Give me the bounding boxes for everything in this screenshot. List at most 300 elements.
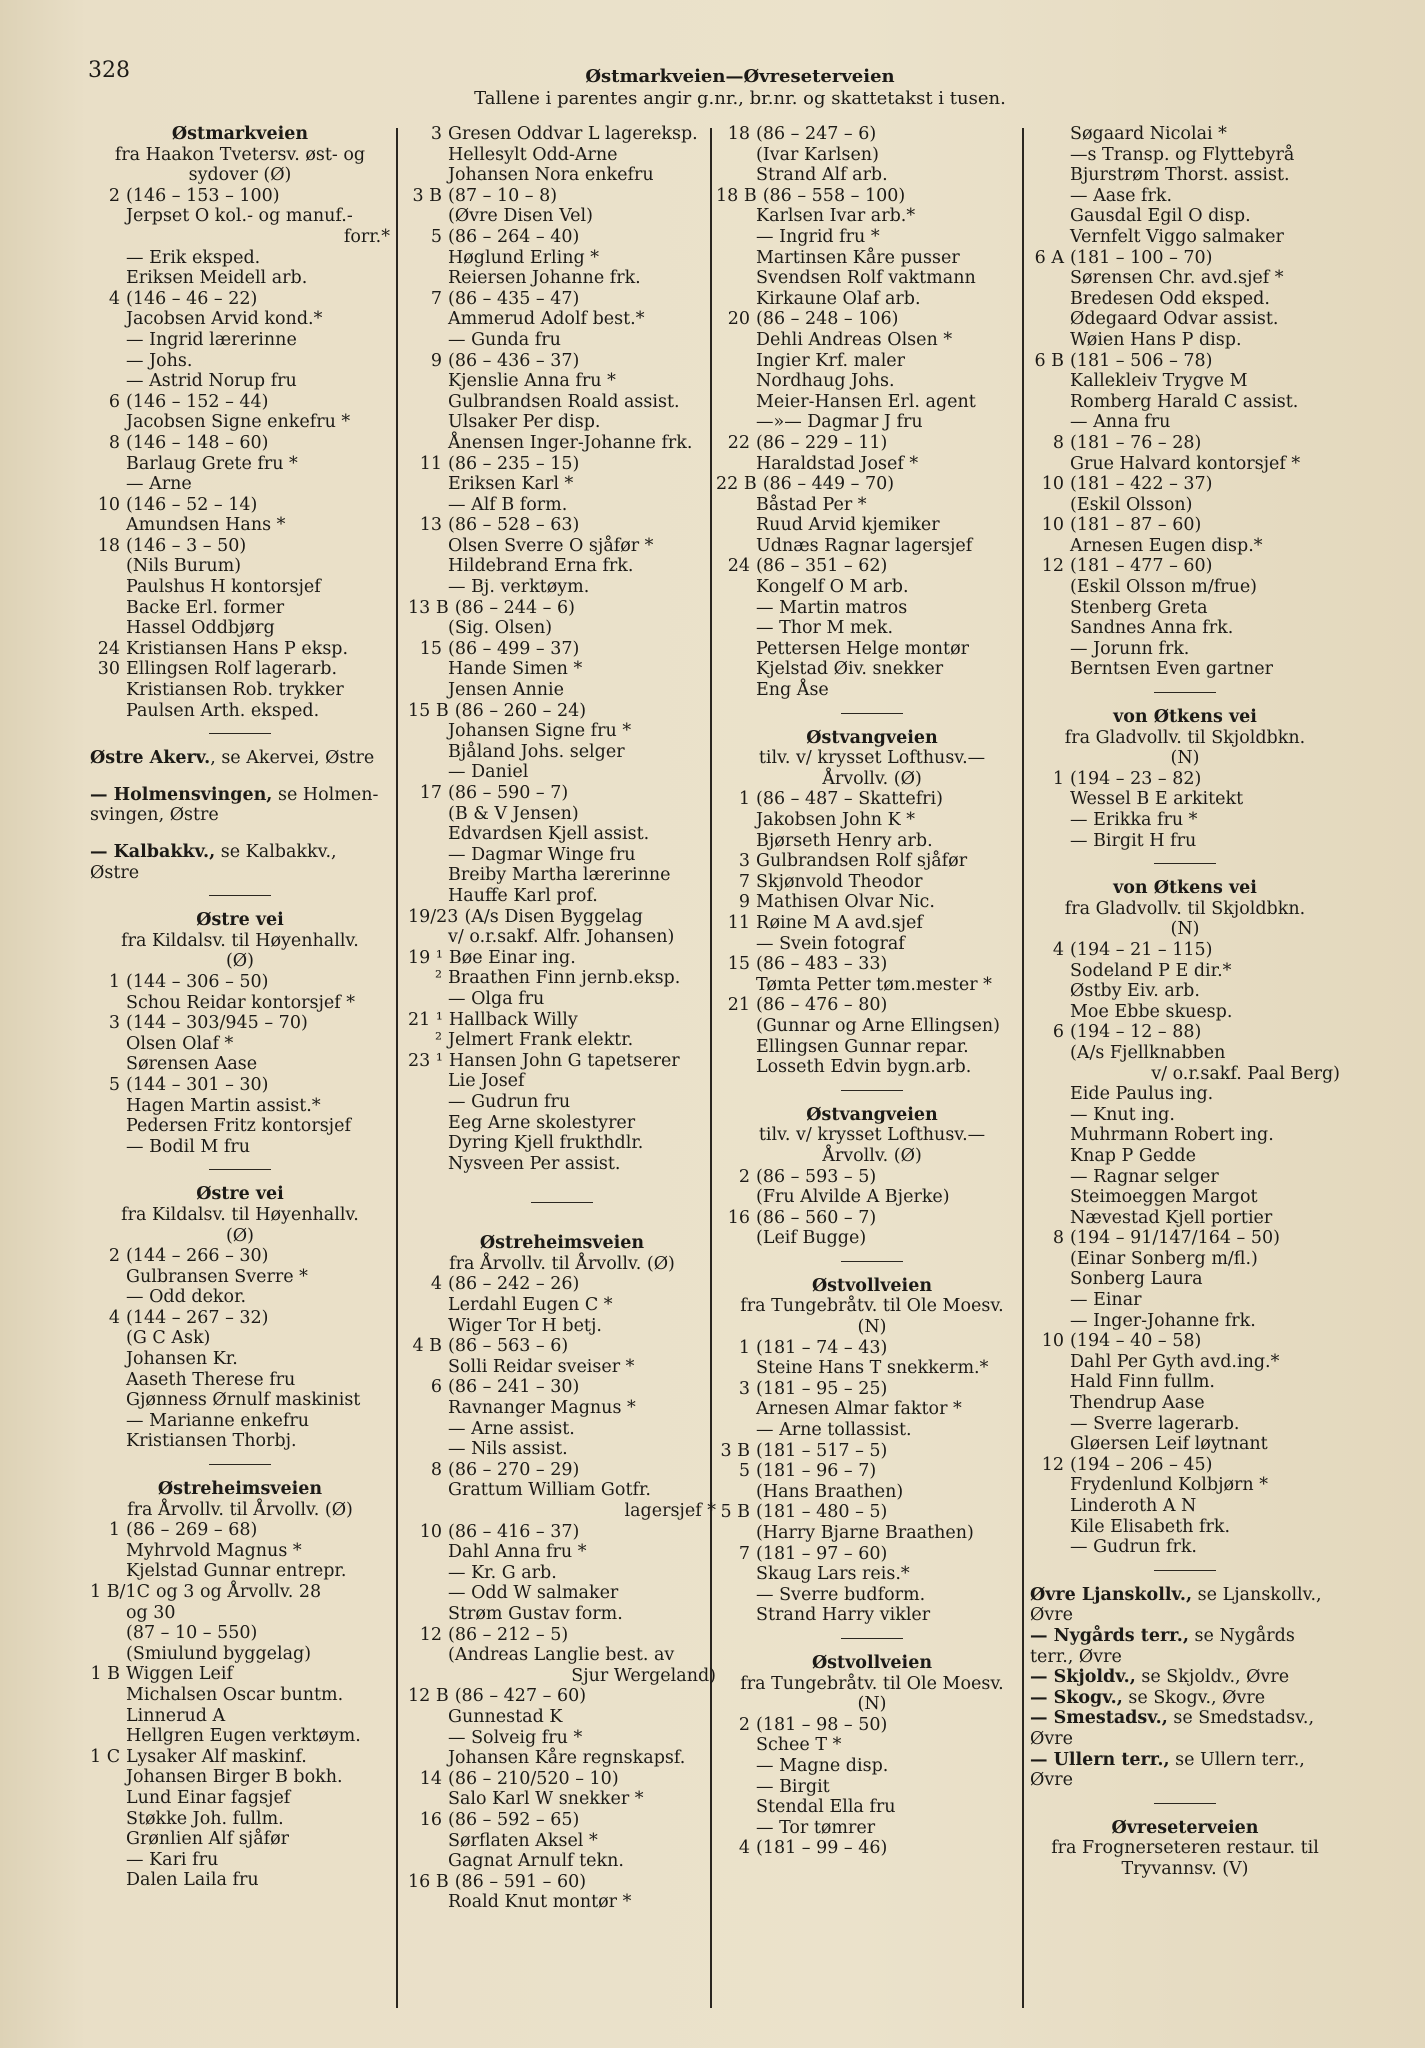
column-4 (1030, 124, 1340, 1880)
street-description: Tryvannsv. (V) (1121, 1858, 1249, 1879)
entry-text: (86 – 229 – 11) (756, 432, 888, 453)
house-number (1030, 577, 1070, 598)
house-number (90, 309, 126, 330)
resident-entry: Udnæs Ragnar lagersjef (756, 535, 973, 556)
house-number (408, 1707, 448, 1728)
resident-entry: Kjelstad Øiv. snekker (756, 659, 944, 680)
resident-entry: Linderoth A N (1070, 1496, 1197, 1516)
resident-entry: Kristiansen Rob. trykker (126, 680, 344, 701)
house-number (716, 371, 756, 392)
house-number: 10 (419, 1521, 442, 1542)
house-number (408, 762, 448, 783)
house-number: 1 C (90, 1746, 121, 1767)
cross-reference-street: — Smestadsv., (1030, 1708, 1168, 1729)
section-divider (841, 1090, 903, 1091)
resident-entry: (Harry Bjarne Braathen) (756, 1523, 974, 1543)
resident-entry: — Kari fru (126, 1849, 219, 1870)
street-description: fra Kildalsv. til Høyenhallv. (121, 930, 359, 951)
resident-entry: Sandnes Anna frk. (1070, 618, 1234, 639)
house-number (1030, 1372, 1070, 1393)
house-number (716, 1818, 756, 1839)
entry-text: (144 – 301 – 30) (126, 1074, 269, 1095)
resident-entry: (A/s Fjellknabben (1070, 1042, 1226, 1063)
house-number (90, 1850, 126, 1871)
spacer (408, 1174, 716, 1190)
resident-entry: — Olga fru (448, 988, 545, 1009)
house-number: 1 (108, 1520, 120, 1541)
resident-entry: Johansen Kr. (126, 1349, 238, 1370)
entry-text: (144 – 306 – 50) (126, 971, 269, 992)
street-heading: Østvollveien (811, 1275, 933, 1296)
resident-entry: Tømta Petter tøm.mester * (756, 974, 992, 995)
house-number: 19 ¹ (408, 947, 443, 968)
house-number (716, 1756, 756, 1777)
entry-text: (86 – 264 – 40) (448, 226, 580, 247)
house-number: 9 (430, 350, 442, 371)
house-number: 13 B (408, 597, 449, 618)
house-number: 18 B (716, 185, 757, 206)
resident-entry: og 30 (126, 1602, 176, 1623)
resident-entry: Strøm Gustav form. (448, 1603, 623, 1624)
house-number (1030, 330, 1070, 351)
street-heading: Østreheimsveien (479, 1233, 645, 1254)
resident-entry: Strand Alf arb. (756, 165, 888, 186)
entry-text: (146 – 153 – 100) (126, 185, 280, 206)
entry-text: (181 – 99 – 46) (756, 1838, 888, 1859)
cross-reference-street: — Ullern terr., (1030, 1749, 1170, 1770)
resident-entry: (Andreas Langlie best. av (448, 1645, 675, 1666)
house-number: 22 (727, 432, 750, 453)
house-number (716, 680, 756, 701)
resident-entry: Arnesen Almar faktor * (756, 1399, 962, 1420)
entry-text: (146 – 152 – 44) (126, 391, 269, 412)
entry-text: (181 – 74 – 43) (756, 1337, 888, 1358)
house-number: 4 B (412, 1336, 442, 1357)
house-number (90, 371, 126, 392)
resident-entry: Bjåland Johs. selger (448, 741, 625, 762)
resident-entry: Sørensen Aase (126, 1054, 258, 1075)
house-number (716, 536, 756, 557)
resident-entry: Kallekleiv Trygve M (1070, 371, 1248, 392)
resident-entry: v/ o.r.sakf. Alfr. Johansen) (448, 927, 675, 948)
resident-entry: Nævestad Kjell portier (1070, 1207, 1273, 1228)
resident-entry: Hagen Martin assist.* (126, 1095, 321, 1116)
house-number: 10 (1041, 515, 1064, 536)
house-number: 1 B/1C (90, 1582, 150, 1602)
entry-text: (146 – 3 – 50) (126, 535, 247, 556)
entry-text: (144 – 303/945 – 70) (126, 1013, 308, 1034)
house-number: 8 (430, 1459, 442, 1480)
house-number (408, 1316, 448, 1337)
resident-entry: Berntsen Even gartner (1070, 659, 1273, 680)
resident-entry: Øvre (1030, 1770, 1073, 1791)
house-number (716, 351, 756, 372)
house-number (90, 351, 126, 372)
page-title: Østmarkveien—Øvreseterveien (585, 66, 895, 87)
house-number (408, 495, 448, 516)
resident-entry: — Odd dekor. (126, 1287, 247, 1308)
resident-entry: Johansen Birger B bokh. (126, 1767, 343, 1788)
resident-entry: Sørensen Chr. avd.sjef * (1070, 268, 1284, 289)
resident-entry: Eeg Arne skolestyrer (448, 1112, 636, 1133)
resident-entry: —s Transp. og Flyttebyrå (1070, 144, 1295, 165)
house-number (1030, 659, 1070, 680)
resident-entry: Hildebrand Erna frk. (448, 556, 634, 577)
house-number (408, 309, 448, 330)
house-number: 4 (1052, 939, 1064, 960)
entry-text: (86 – 592 – 65) (448, 1809, 580, 1830)
house-number (716, 1037, 756, 1058)
house-number (408, 1583, 448, 1604)
cross-reference (1030, 1626, 1340, 1647)
resident-entry: Bjurstrøm Thorst. assist. (1070, 165, 1290, 186)
house-number (408, 392, 448, 413)
resident-entry: Haraldstad Josef * (756, 453, 919, 474)
entry-text: Skjønvold Theodor (756, 871, 923, 892)
house-number (408, 577, 448, 598)
cross-reference (1030, 1750, 1340, 1771)
resident-entry: Gulbransen Sverre * (126, 1266, 308, 1287)
house-number (716, 1564, 756, 1585)
house-number (716, 831, 756, 852)
house-number (90, 248, 126, 269)
resident-entry: Ødegaard Odvar assist. (1070, 309, 1279, 330)
cross-reference-target: se Kalbakkv., (215, 842, 337, 862)
resident-entry: Pettersen Helge montør (756, 638, 969, 659)
resident-entry: — Aase frk. (1070, 185, 1173, 206)
house-number (90, 1623, 126, 1644)
house-number (90, 1706, 126, 1727)
house-number: 2 (108, 185, 120, 206)
cross-reference-street: — Kalbakkv., (90, 842, 216, 862)
house-number (90, 1870, 126, 1891)
entry-text: (181 – 477 – 60) (1070, 556, 1213, 577)
section-divider (841, 1261, 903, 1262)
house-number (716, 1482, 756, 1503)
resident-entry: — Thor M mek. (756, 618, 894, 639)
house-number (408, 1398, 448, 1419)
entry-text: (181 – 517 – 5) (756, 1440, 888, 1461)
resident-entry: (Eskil Olsson m/frue) (1070, 577, 1258, 598)
house-number (90, 701, 126, 722)
house-number: 3 (738, 851, 750, 872)
resident-entry: (B & V Jensen) (448, 803, 579, 824)
house-number (716, 975, 756, 996)
house-number (408, 1092, 448, 1113)
house-number (90, 993, 126, 1014)
house-number (716, 145, 756, 166)
resident-entry: — Johs. (126, 350, 193, 371)
house-number (1030, 1311, 1070, 1332)
entry-text: Wiggen Leif (126, 1664, 233, 1685)
house-number (90, 330, 126, 351)
street-description: (N) (1170, 748, 1200, 769)
entry-text: (146 – 148 – 60) (126, 432, 269, 453)
house-number (90, 1726, 126, 1747)
entry-text: (86 – 593 – 5) (756, 1166, 877, 1187)
resident-entry: — Kr. G arb. (448, 1562, 557, 1583)
resident-entry: Ellingsen Gunnar repar. (756, 1036, 969, 1057)
house-number (90, 1096, 126, 1117)
house-number (408, 886, 448, 907)
entry-text: (86 – 590 – 7) (448, 783, 569, 803)
street-description: (Ø) (225, 1225, 254, 1246)
house-number (716, 1605, 756, 1626)
house-number (408, 433, 448, 454)
street-heading: von Øtkens vei (1113, 707, 1257, 728)
house-number (408, 145, 448, 166)
house-number: 3 (430, 124, 442, 144)
resident-entry: — Bodil M fru (126, 1136, 251, 1157)
house-number: 22 B (716, 474, 757, 495)
resident-entry: Amundsen Hans * (126, 515, 286, 536)
entry-text: (194 – 12 – 88) (1070, 1022, 1202, 1043)
house-number (1030, 392, 1070, 413)
house-number (1030, 454, 1070, 475)
house-number (408, 989, 448, 1010)
column-2 (408, 124, 716, 1913)
resident-entry: — Bj. verktøym. (448, 577, 590, 598)
resident-entry: Vernfelt Viggo salmaker (1070, 226, 1284, 247)
house-number (90, 268, 126, 289)
house-number (408, 206, 448, 227)
house-number (90, 680, 126, 701)
resident-entry: Hauffe Karl prof. (448, 885, 598, 906)
house-number (408, 330, 448, 351)
resident-entry: Karlsen Ivar arb.* (756, 206, 916, 227)
street-description: tilv. v/ krysset Lofthusv.— (758, 748, 986, 769)
resident-entry: — Daniel (448, 762, 529, 783)
street-heading: Østvollveien (811, 1652, 933, 1673)
house-number (408, 824, 448, 845)
house-number (408, 1542, 448, 1563)
house-number (1030, 1393, 1070, 1414)
resident-entry: — Gudrun fru (448, 1091, 571, 1112)
house-number (1030, 206, 1070, 227)
resident-entry: — Tor tømrer (756, 1817, 876, 1838)
resident-entry: Skaug Lars reis.* (756, 1564, 910, 1585)
resident-entry: Ulsaker Per disp. (448, 412, 601, 433)
house-number: 20 (727, 309, 750, 330)
resident-entry: — Magne disp. (756, 1755, 889, 1776)
house-number (716, 659, 756, 680)
house-number: 6 (108, 391, 120, 412)
page-header (330, 66, 1150, 110)
resident-entry: Thendrup Aase (1070, 1393, 1205, 1414)
resident-entry: Kristiansen Thorbj. (126, 1431, 297, 1452)
resident-entry: Støkke Joh. fullm. (126, 1808, 284, 1829)
resident-entry: Frydenlund Kolbjørn * (1070, 1475, 1268, 1496)
resident-entry: — Anna fru (1070, 412, 1171, 433)
resident-entry: — Gunda fru (448, 329, 561, 350)
house-number (716, 454, 756, 475)
house-number (1030, 412, 1070, 433)
resident-entry: Sørflaten Aksel * (448, 1830, 598, 1851)
house-number (90, 454, 126, 475)
entry-text: (86 – 476 – 80) (756, 995, 888, 1016)
house-number (408, 1480, 448, 1501)
resident-entry: Michalsen Oscar buntm. (126, 1684, 344, 1705)
entry-text: (86 – 563 – 6) (448, 1336, 569, 1357)
resident-entry: Ånensen Inger-Johanne frk. (448, 432, 693, 453)
house-number (1030, 1249, 1070, 1270)
house-number (716, 618, 756, 639)
resident-entry: Wøien Hans P disp. (1070, 329, 1242, 350)
street-description: (N) (857, 1694, 887, 1715)
resident-entry: Dehli Andreas Olsen * (756, 329, 953, 350)
house-number (408, 865, 448, 886)
entry-text: (86 – 499 – 37) (448, 638, 580, 659)
resident-entry: Schou Reidar kontorsjef * (126, 992, 356, 1013)
house-number (408, 804, 448, 825)
resident-entry: Ravnanger Magnus * (448, 1398, 636, 1419)
resident-entry: Wiger Tor H betj. (448, 1315, 602, 1336)
house-number (408, 742, 448, 763)
section-divider (1154, 692, 1216, 693)
resident-entry: (Smiulund byggelag) (126, 1643, 312, 1664)
resident-entry: Søgaard Nicolai * (1070, 124, 1227, 144)
house-number (90, 1054, 126, 1075)
resident-entry: — Alf B form. (448, 494, 568, 515)
house-number (408, 1851, 448, 1872)
resident-entry: Dahl Anna fru * (448, 1542, 587, 1563)
resident-entry: Meier-Hansen Erl. agent (756, 391, 976, 412)
section-divider (209, 1464, 271, 1465)
resident-entry: (Sig. Olsen) (448, 618, 553, 639)
house-number (716, 1399, 756, 1420)
house-number: 5 (108, 1074, 120, 1095)
house-number (90, 474, 126, 495)
section-divider (841, 1638, 903, 1639)
resident-entry: Dahl Per Gyth avd.ing.* (1070, 1351, 1280, 1372)
house-number: 3 B (412, 185, 442, 206)
house-number (408, 1133, 448, 1154)
entry-continuation: Sjur Wergeland) (571, 1665, 716, 1686)
entry-text: (87 – 10 – 8) (448, 185, 558, 206)
house-number (716, 515, 756, 536)
resident-entry: Edvardsen Kjell assist. (448, 824, 650, 845)
resident-entry: Grue Halvard kontorsjef * (1070, 453, 1301, 474)
entry-text: Gulbrandsen Rolf sjåfør (756, 851, 968, 872)
resident-entry: Nysveen Per assist. (448, 1153, 621, 1174)
entry-text: (86 – 528 – 63) (448, 515, 580, 536)
spacer (90, 769, 390, 785)
column-1 (90, 124, 390, 1891)
street-heading: Østvangveien (806, 1104, 938, 1125)
house-number (1030, 227, 1070, 248)
resident-entry: Jacobsen Signe enkefru * (126, 412, 351, 433)
resident-entry: Steine Hans T snekkerm.* (756, 1358, 989, 1379)
entry-text: (194 – 21 – 115) (1070, 939, 1213, 960)
resident-entry: Stenberg Greta (1070, 597, 1208, 618)
house-number (716, 1777, 756, 1798)
entry-text: (86 – 244 – 6) (454, 597, 575, 618)
resident-entry: (87 – 10 – 550) (126, 1623, 258, 1644)
entry-text: Bøe Einar ing. (448, 947, 576, 968)
resident-entry: — Astrid Norup fru (126, 371, 297, 392)
house-number (716, 1228, 756, 1249)
resident-entry: Eriksen Meidell arb. (126, 268, 308, 289)
house-number: 5 B (720, 1502, 750, 1523)
street-description: Årvollv. (Ø) (822, 1145, 922, 1166)
street-heading: Øvreseterveien (1111, 1817, 1259, 1838)
house-number (90, 1561, 126, 1582)
resident-entry: Steimoeggen Margot (1070, 1187, 1258, 1208)
house-number: 6 A (1034, 247, 1064, 268)
resident-entry: Sodeland P E dir.* (1070, 960, 1232, 981)
resident-entry: Olsen Sverre O sjåfør * (448, 535, 654, 556)
cross-reference-street: — Holmensvingen, (90, 784, 273, 805)
resident-entry: — Arne tollassist. (756, 1420, 912, 1441)
house-number: 3 (108, 1013, 120, 1034)
resident-entry: Hande Simen * (448, 659, 583, 680)
house-number (90, 1767, 126, 1788)
house-number (716, 1057, 756, 1078)
street-description: (N) (1170, 919, 1200, 940)
house-number (408, 268, 448, 289)
house-number (1030, 1187, 1070, 1208)
entry-text: (181 – 480 – 5) (756, 1502, 888, 1523)
house-number (90, 1788, 126, 1809)
entry-text: Gresen Oddvar L lagereksp. (448, 124, 698, 144)
street-description: fra Årvollv. til Årvollv. (Ø) (127, 1499, 353, 1520)
resident-entry: Strand Harry vikler (756, 1605, 931, 1626)
entry-text: Lysaker Alf maskinf. (126, 1746, 307, 1767)
resident-entry: Hassel Oddbjørg (126, 618, 275, 639)
resident-entry: Jacobsen Arvid kond.* (126, 309, 323, 330)
street-heading: Østreheimsveien (157, 1479, 323, 1500)
cross-reference-target: se Ullern terr., (1169, 1749, 1305, 1770)
resident-entry: Eng Åse (756, 680, 829, 701)
house-number: 15 (727, 954, 750, 975)
house-number: 16 (419, 1809, 442, 1830)
house-number (1030, 1496, 1070, 1517)
resident-entry: Lund Einar fagsjef (126, 1787, 291, 1808)
house-number (90, 1411, 126, 1432)
resident-entry: — Sverre budform. (756, 1584, 926, 1605)
cross-reference (1030, 1688, 1340, 1709)
house-number (1030, 1002, 1070, 1023)
house-number (716, 934, 756, 955)
resident-entry: — Einar (1070, 1290, 1142, 1311)
house-number (90, 1267, 126, 1288)
street-description: (N) (857, 1317, 887, 1338)
house-number (90, 1034, 126, 1055)
resident-entry: — Arne assist. (448, 1418, 575, 1439)
entry-text: (194 – 40 – 58) (1070, 1331, 1202, 1352)
entry-text: (86 – 435 – 47) (448, 288, 580, 309)
entry-text: (181 – 87 – 60) (1070, 515, 1202, 536)
house-number: 1 (1052, 768, 1064, 789)
cross-reference (90, 785, 390, 806)
street-description: fra Frognerseteren restaur. til (1051, 1838, 1319, 1859)
house-number (716, 577, 756, 598)
house-number (408, 721, 448, 742)
house-number (90, 577, 126, 598)
house-number (90, 1370, 126, 1391)
resident-entry: Gausdal Egil O disp. (1070, 206, 1251, 227)
house-number (716, 495, 756, 516)
cross-reference-target: se Skjoldv., Øvre (1135, 1667, 1290, 1688)
resident-entry: (Leif Bugge) (756, 1228, 867, 1249)
house-number: 12 (1041, 1454, 1064, 1475)
house-number: 7 (738, 1543, 750, 1564)
resident-entry: (G C Ask) (126, 1328, 211, 1349)
entry-text: (86 – 449 – 70) (762, 474, 895, 495)
entry-text: (181 – 76 – 28) (1070, 432, 1202, 453)
house-number (90, 1685, 126, 1706)
section-divider (1154, 1803, 1216, 1804)
